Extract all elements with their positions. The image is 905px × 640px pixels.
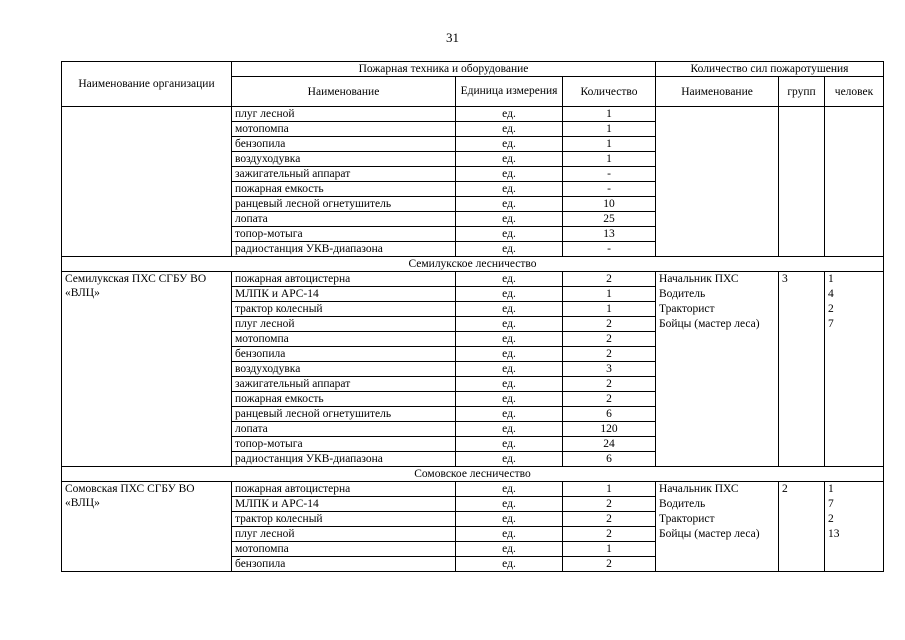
- equipment-unit: ед.: [456, 332, 563, 347]
- equipment-name: пожарная автоцистерна: [232, 482, 456, 497]
- equipment-name: воздуходувка: [232, 152, 456, 167]
- people-count: 1: [828, 273, 834, 285]
- table-header: [62, 62, 884, 107]
- organization-name: Сомовская ПХС СГБУ ВО «ВЛЦ»: [62, 482, 232, 572]
- forces-group-header: Количество сил пожаротушения: [656, 62, 884, 77]
- groups-count: [779, 107, 825, 257]
- equipment-name: ранцевый лесной огнетушитель: [232, 407, 456, 422]
- equipment-unit: ед.: [456, 407, 563, 422]
- people-count: 7: [828, 498, 834, 510]
- equipment-name: плуг лесной: [232, 527, 456, 542]
- col-name-header: Наименование: [232, 77, 456, 107]
- force-role: Водитель: [659, 498, 706, 510]
- equipment-name: пожарная автоцистерна: [232, 272, 456, 287]
- people-count: 7: [828, 318, 834, 330]
- people-counts: [825, 482, 884, 572]
- equipment-unit: ед.: [456, 302, 563, 317]
- equipment-name: пожарная емкость: [232, 392, 456, 407]
- equipment-name: мотопомпа: [232, 542, 456, 557]
- col-forces-name-header: Наименование: [656, 77, 779, 107]
- equipment-quantity: -: [563, 242, 656, 257]
- equipment-unit: ед.: [456, 197, 563, 212]
- equipment-group-header: Пожарная техника и оборудование: [232, 62, 656, 77]
- organization-name: Семилукская ПХС СГБУ ВО «ВЛЦ»: [62, 272, 232, 467]
- equipment-unit: ед.: [456, 482, 563, 497]
- equipment-quantity: 1: [563, 302, 656, 317]
- equipment-quantity: 2: [563, 512, 656, 527]
- people-count: 2: [828, 513, 834, 525]
- force-role: Тракторист: [659, 303, 715, 315]
- equipment-quantity: 1: [563, 122, 656, 137]
- equipment-name: зажигательный аппарат: [232, 377, 456, 392]
- equipment-unit: ед.: [456, 347, 563, 362]
- section-row: [62, 467, 884, 482]
- equipment-quantity: 1: [563, 107, 656, 122]
- equipment-name: топор-мотыга: [232, 227, 456, 242]
- section-row: [62, 257, 884, 272]
- equipment-name: МЛПК и АРС-14: [232, 497, 456, 512]
- equipment-name: мотопомпа: [232, 332, 456, 347]
- equipment-name: радиостанция УКВ-диапазона: [232, 452, 456, 467]
- page-number: 31: [446, 30, 459, 45]
- organization-name: [62, 107, 232, 257]
- equipment-unit: ед.: [456, 137, 563, 152]
- equipment-unit: ед.: [456, 497, 563, 512]
- equipment-name: мотопомпа: [232, 122, 456, 137]
- people-counts: [825, 107, 884, 257]
- force-role: Тракторист: [659, 513, 715, 525]
- equipment-unit: ед.: [456, 452, 563, 467]
- people-count: 4: [828, 288, 834, 300]
- people-count: 13: [828, 528, 840, 540]
- col-groups-header: групп: [779, 77, 825, 107]
- equipment-name: МЛПК и АРС-14: [232, 287, 456, 302]
- groups-count: 2: [779, 482, 825, 572]
- col-people-header: человек: [825, 77, 884, 107]
- equipment-name: пожарная емкость: [232, 182, 456, 197]
- equipment-quantity: 2: [563, 332, 656, 347]
- equipment-unit: ед.: [456, 317, 563, 332]
- equipment-quantity: -: [563, 167, 656, 182]
- equipment-name: трактор колесный: [232, 302, 456, 317]
- equipment-unit: ед.: [456, 167, 563, 182]
- equipment-quantity: 1: [563, 137, 656, 152]
- equipment-quantity: 13: [563, 227, 656, 242]
- equipment-unit: ед.: [456, 512, 563, 527]
- table-row: [62, 272, 884, 287]
- equipment-name: бензопила: [232, 347, 456, 362]
- equipment-quantity: 2: [563, 347, 656, 362]
- force-role: Бойцы (мастер леса): [659, 318, 760, 330]
- equipment-unit: ед.: [456, 527, 563, 542]
- equipment-unit: ед.: [456, 152, 563, 167]
- equipment-quantity: 1: [563, 542, 656, 557]
- equipment-name: ранцевый лесной огнетушитель: [232, 197, 456, 212]
- equipment-quantity: 3: [563, 362, 656, 377]
- force-role: Бойцы (мастер леса): [659, 528, 760, 540]
- section-title: Сомовское лесничество: [62, 467, 884, 482]
- equipment-name: лопата: [232, 422, 456, 437]
- equipment-name: плуг лесной: [232, 107, 456, 122]
- equipment-unit: ед.: [456, 362, 563, 377]
- equipment-unit: ед.: [456, 122, 563, 137]
- equipment-name: лопата: [232, 212, 456, 227]
- equipment-quantity: 1: [563, 287, 656, 302]
- section-title: Семилукское лесничество: [62, 257, 884, 272]
- equipment-unit: ед.: [456, 212, 563, 227]
- equipment-unit: ед.: [456, 272, 563, 287]
- groups-count: 3: [779, 272, 825, 467]
- equipment-name: радиостанция УКВ-диапазона: [232, 242, 456, 257]
- equipment-quantity: 2: [563, 497, 656, 512]
- forces-names: [656, 107, 779, 257]
- force-role: Начальник ПХС: [659, 273, 739, 285]
- equipment-name: воздуходувка: [232, 362, 456, 377]
- equipment-unit: ед.: [456, 182, 563, 197]
- equipment-quantity: 2: [563, 377, 656, 392]
- forces-names: [656, 482, 779, 572]
- equipment-quantity: -: [563, 182, 656, 197]
- equipment-unit: ед.: [456, 227, 563, 242]
- equipment-name: бензопила: [232, 137, 456, 152]
- force-role: Водитель: [659, 288, 706, 300]
- people-count: 1: [828, 483, 834, 495]
- table-body: [62, 107, 884, 572]
- org-name-header: Наименование организации: [62, 62, 232, 107]
- equipment-unit: ед.: [456, 557, 563, 572]
- fire-equipment-table: [61, 61, 884, 572]
- people-count: 2: [828, 303, 834, 315]
- equipment-unit: ед.: [456, 392, 563, 407]
- equipment-unit: ед.: [456, 377, 563, 392]
- equipment-quantity: 10: [563, 197, 656, 212]
- equipment-unit: ед.: [456, 242, 563, 257]
- table-row: [62, 482, 884, 497]
- equipment-quantity: 24: [563, 437, 656, 452]
- equipment-quantity: 6: [563, 407, 656, 422]
- equipment-quantity: 2: [563, 527, 656, 542]
- equipment-quantity: 1: [563, 482, 656, 497]
- equipment-quantity: 1: [563, 152, 656, 167]
- equipment-quantity: 2: [563, 317, 656, 332]
- equipment-name: плуг лесной: [232, 317, 456, 332]
- equipment-unit: ед.: [456, 422, 563, 437]
- equipment-name: топор-мотыга: [232, 437, 456, 452]
- equipment-name: трактор колесный: [232, 512, 456, 527]
- forces-names: [656, 272, 779, 467]
- equipment-name: бензопила: [232, 557, 456, 572]
- equipment-quantity: 2: [563, 272, 656, 287]
- equipment-quantity: 2: [563, 557, 656, 572]
- equipment-unit: ед.: [456, 107, 563, 122]
- equipment-quantity: 25: [563, 212, 656, 227]
- equipment-unit: ед.: [456, 287, 563, 302]
- equipment-name: зажигательный аппарат: [232, 167, 456, 182]
- col-qty-header: Количество: [563, 77, 656, 107]
- force-role: Начальник ПХС: [659, 483, 739, 495]
- col-unit-header: Единица измерения: [456, 77, 563, 107]
- equipment-unit: ед.: [456, 437, 563, 452]
- equipment-quantity: 2: [563, 392, 656, 407]
- equipment-quantity: 6: [563, 452, 656, 467]
- equipment-quantity: 120: [563, 422, 656, 437]
- table-row: [62, 107, 884, 122]
- people-counts: [825, 272, 884, 467]
- equipment-unit: ед.: [456, 542, 563, 557]
